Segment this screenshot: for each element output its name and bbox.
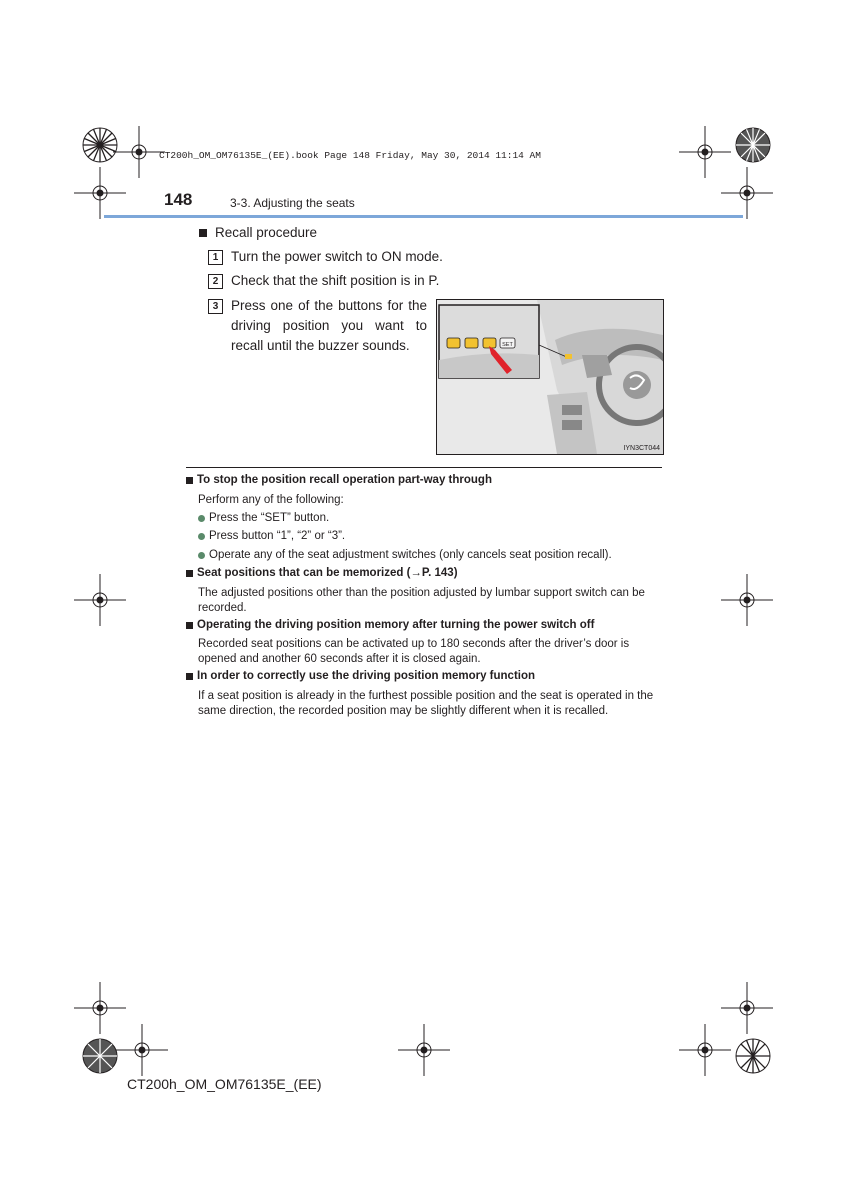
memory-buttons-illustration (436, 299, 664, 455)
step-3 (208, 296, 427, 356)
list-item: Press button “1”, “2” or “3”. (198, 530, 345, 542)
recall-heading-text: Recall procedure (215, 225, 318, 240)
note-body: The adjusted positions other than the position adjusted by lumbar support switch can be recorded. (198, 587, 645, 614)
square-bullet-icon (199, 229, 207, 237)
step-number: 2 (208, 274, 223, 289)
step-number: 1 (208, 250, 223, 265)
crosshair-mark-icon (717, 163, 777, 223)
step-1 (208, 247, 443, 267)
recall-heading (199, 225, 317, 240)
crosshair-mark-icon (70, 570, 130, 630)
car-interior-drawing (437, 300, 663, 454)
note-heading: Seat positions that can be memorized (→P. 143) (186, 567, 458, 579)
note-body: Perform any of the following: (198, 494, 344, 506)
registration-starburst-icon (731, 1034, 775, 1078)
crosshair-mark-icon (717, 570, 777, 630)
crosshair-mark-icon (112, 1020, 172, 1080)
crosshair-mark-icon (675, 1020, 735, 1080)
figure-code: IYN3CT044 (623, 445, 660, 452)
crosshair-mark-icon (70, 163, 130, 223)
step-2 (208, 271, 439, 291)
step-text: Press one of the buttons for the driving position you want to recall until the buzzer sounds. (231, 298, 427, 353)
file-info: CT200h_OM_OM76135E_(EE).book Page 148 Friday, May 30, 2014 11:14 AM (159, 150, 541, 161)
bullet-dot-icon (198, 533, 205, 540)
step-number: 3 (208, 299, 223, 314)
document-code: CT200h_OM_OM76135E_(EE) (127, 1076, 322, 1092)
set-button-label: SET (502, 342, 513, 348)
step-text: Turn the power switch to ON mode. (231, 249, 443, 264)
bullet-dot-icon (198, 515, 205, 522)
note-heading: Operating the driving position memory after turning the power switch off (186, 619, 594, 631)
square-bullet-icon (186, 477, 193, 484)
square-bullet-icon (186, 570, 193, 577)
list-item: Press the “SET” button. (198, 512, 329, 524)
bullet-dot-icon (198, 552, 205, 559)
registration-starburst-icon (731, 123, 775, 167)
header-rule (104, 215, 743, 218)
note-heading: To stop the position recall operation part-way through (186, 474, 492, 486)
square-bullet-icon (186, 622, 193, 629)
step-text: Check that the shift position is in P. (231, 273, 440, 288)
square-bullet-icon (186, 673, 193, 680)
note-body: If a seat position is already in the furthest possible position and the seat is operated in the same direction, the recorded position may be slightly different when it is recalled. (198, 690, 654, 717)
note-body: Recorded seat positions can be activated up to 180 seconds after the driver’s door is opened and another 60 seconds after it is closed again. (198, 638, 630, 665)
list-item: Operate any of the seat adjustment switches (only cancels seat position recall). (198, 549, 612, 561)
page-number: 148 (164, 190, 193, 209)
crosshair-mark-icon (394, 1020, 454, 1080)
notes-divider (186, 467, 662, 468)
section-title: 3-3. Adjusting the seats (230, 196, 355, 210)
note-heading: In order to correctly use the driving position memory function (186, 670, 535, 682)
